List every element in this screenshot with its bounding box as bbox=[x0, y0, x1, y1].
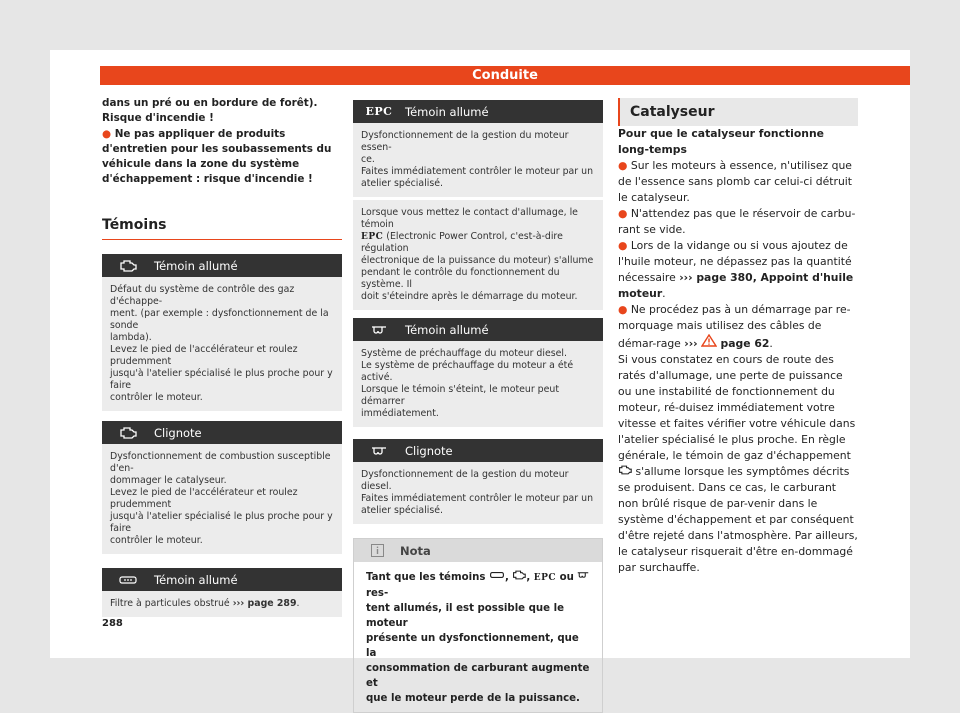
paragraph: Si vous constatez en cours de route des ratés d'allumage, une perte de puissance ou une instabilité de fonctionnement du moteur, ré-duisez immédiatement votre vitesse et faites vérifier votre véhicule dans l'atelier spécialisé le plus proche. En règle générale, le témoin de gaz d'échappement s'allume lorsque les symptômes décrits se produisent. Dans ce cas, le carburant non brûlé risque de par-venir dans le système d'échappement et par conséquent d'être rejeté dans l'atmosphère. Par ailleurs, le catalyseur risquerait d'être en-dommagé par surchauffe. bbox=[618, 353, 858, 574]
engine-check-icon bbox=[512, 570, 526, 580]
warning-triangle-icon bbox=[701, 334, 717, 347]
indicator-box-engine-on bbox=[102, 254, 342, 411]
box-title: Témoin allumé bbox=[405, 322, 489, 337]
indicator-box-engine-flash bbox=[102, 421, 342, 554]
box-title: Témoin allumé bbox=[154, 258, 238, 273]
box-line: ment. (par exemple : dysfonctionnement de la sonde bbox=[110, 308, 329, 331]
box-line: Dysfonctionnement de la gestion du moteur diesel. bbox=[361, 469, 569, 492]
box-line: électronique de la puissance du moteur) s'allume bbox=[361, 255, 594, 266]
bullet-item: ● N'attendez pas que le réservoir de carbu-rant se vide. bbox=[618, 207, 856, 236]
page-link[interactable]: ››› page 289 bbox=[232, 598, 297, 609]
chapter-header: Conduite bbox=[100, 66, 910, 85]
note-box bbox=[353, 538, 603, 713]
bullet-icon: ● bbox=[618, 303, 631, 316]
indicator-box-glow-flash bbox=[353, 439, 603, 524]
box-body bbox=[102, 591, 342, 617]
bullet-icon: ● bbox=[618, 207, 631, 220]
box-title: Témoin allumé bbox=[154, 572, 238, 587]
note-line: présente un dysfonctionnement, que la bbox=[366, 633, 579, 659]
note-line: que le moteur perde de la puissance. bbox=[366, 693, 580, 704]
box-header bbox=[102, 568, 342, 591]
box-line: Dysfonctionnement de combustion susceptible d'en- bbox=[110, 451, 331, 474]
box-line: Faites immédiatement contrôler le moteur par un bbox=[361, 166, 594, 177]
box-title: Clignote bbox=[405, 443, 453, 458]
page-link[interactable]: page 62 bbox=[720, 337, 770, 350]
note-line: tent allumés, il est possible que le moteur bbox=[366, 603, 565, 629]
note-line: Tant que les témoins , , EPC ou res- bbox=[366, 570, 592, 601]
glow-plug-icon bbox=[353, 324, 405, 336]
section-title-temoins: Témoins bbox=[102, 217, 342, 240]
box-title: Clignote bbox=[154, 425, 202, 440]
note-title: Nota bbox=[400, 543, 431, 558]
subtitle: Pour que le catalyseur fonctionne long-temps bbox=[618, 127, 824, 156]
bullet-item: ● Sur les moteurs à essence, n'utilisez que de l'essence sans plomb car celui-ci détruit le catalyseur. bbox=[618, 159, 853, 204]
epc-icon: EPC bbox=[533, 573, 557, 583]
note-header bbox=[354, 539, 602, 562]
box-header bbox=[102, 254, 342, 277]
epc-icon: EPC bbox=[365, 105, 393, 118]
section-title-catalyseur: Catalyseur bbox=[618, 98, 858, 126]
glow-plug-icon bbox=[577, 570, 589, 580]
epc-icon: EPC bbox=[361, 232, 384, 242]
box-line: lambda). bbox=[110, 332, 152, 343]
diesel-particulate-filter-icon bbox=[489, 570, 505, 580]
box-line: jusqu'à l'atelier spécialisé le plus proche pour y faire bbox=[110, 511, 333, 534]
box-line: Levez le pied de l'accélérateur et roulez prudemment bbox=[110, 344, 298, 367]
diesel-particulate-filter-icon bbox=[102, 574, 154, 586]
bullet-item: ● Ne procédez pas à un démarrage par re-morquage mais utilisez des câbles de démar-rage ››› page 62. bbox=[618, 303, 851, 350]
box-body bbox=[102, 277, 342, 411]
box-header bbox=[353, 439, 603, 462]
bullet-item: ● Lors de la vidange ou si vous ajoutez de l'huile moteur, ne dépassez pas la quantité nécessaire ››› page 380, Appoint d'huile moteur. bbox=[618, 239, 854, 300]
box-line: Faites immédiatement contrôler le moteur par un bbox=[361, 493, 594, 504]
box-body bbox=[353, 462, 603, 524]
note-body bbox=[354, 562, 602, 712]
box-body-extra bbox=[353, 200, 603, 310]
column-middle bbox=[353, 100, 603, 713]
bullet-icon: ● bbox=[618, 159, 631, 172]
box-line: ce. bbox=[361, 154, 375, 165]
box-body bbox=[353, 341, 603, 427]
column-left bbox=[102, 96, 342, 617]
box-line: doit s'éteindre après le démarrage du moteur. bbox=[361, 291, 578, 302]
box-line: contrôler le moteur. bbox=[110, 392, 203, 403]
box-line: atelier spécialisé. bbox=[361, 505, 443, 516]
box-title: Témoin allumé bbox=[405, 104, 489, 119]
box-line: Filtre à particules obstrué ››› page 289. bbox=[110, 598, 300, 609]
indicator-box-glow-on bbox=[353, 318, 603, 427]
box-line: Système de préchauffage du moteur diesel. bbox=[361, 348, 567, 359]
warning-item-2: ● Ne pas appliquer de produits d'entretien pour les soubassements du véhicule dans la zone du système d'échappement : risque d'incendie ! bbox=[102, 128, 332, 185]
box-line: jusqu'à l'atelier spécialisé le plus proche pour y faire bbox=[110, 368, 333, 391]
box-header bbox=[353, 100, 603, 123]
indicator-box-epc bbox=[353, 100, 603, 310]
box-header bbox=[353, 318, 603, 341]
manual-page bbox=[50, 50, 910, 704]
warning-continuation bbox=[102, 96, 342, 187]
box-line: EPC (Electronic Power Control, c'est-à-dire régulation bbox=[361, 231, 563, 254]
engine-check-icon bbox=[618, 465, 632, 475]
box-line: Défaut du système de contrôle des gaz d'échappe- bbox=[110, 284, 295, 307]
note-line: consommation de carburant augmente et bbox=[366, 663, 590, 689]
catalyseur-text bbox=[618, 126, 858, 576]
engine-check-icon bbox=[102, 260, 154, 272]
box-line: immédiatement. bbox=[361, 408, 439, 419]
box-line: Lorsque le témoin s'éteint, le moteur peut démarrer bbox=[361, 384, 559, 407]
box-body bbox=[353, 123, 603, 197]
box-body bbox=[102, 444, 342, 554]
info-icon bbox=[354, 544, 400, 557]
column-right bbox=[618, 98, 858, 576]
box-line: Levez le pied de l'accélérateur et roulez prudemment bbox=[110, 487, 298, 510]
box-line: dommager le catalyseur. bbox=[110, 475, 227, 486]
indicator-box-particle-filter bbox=[102, 568, 342, 617]
box-line: pendant le contrôle du fonctionnement du système. Il bbox=[361, 267, 560, 290]
box-line: Le système de préchauffage du moteur a été activé. bbox=[361, 360, 574, 383]
warning-text-1: dans un pré ou en bordure de forêt). Risque d'incendie ! bbox=[102, 97, 318, 124]
box-line: contrôler le moteur. bbox=[110, 535, 203, 546]
engine-check-icon bbox=[102, 427, 154, 439]
box-line: atelier spécialisé. bbox=[361, 178, 443, 189]
bullet-icon: ● bbox=[618, 239, 631, 252]
box-header bbox=[102, 421, 342, 444]
page-number: 288 bbox=[102, 618, 123, 629]
glow-plug-icon bbox=[353, 445, 405, 457]
bullet-icon: ● bbox=[102, 128, 115, 140]
link-arrows: ››› bbox=[684, 337, 698, 350]
box-line: Dysfonctionnement de la gestion du moteur essen- bbox=[361, 130, 569, 153]
page-link[interactable]: ››› page 380, Appoint d'huile moteur bbox=[618, 271, 854, 300]
box-line: Lorsque vous mettez le contact d'allumage, le témoin bbox=[361, 207, 578, 230]
